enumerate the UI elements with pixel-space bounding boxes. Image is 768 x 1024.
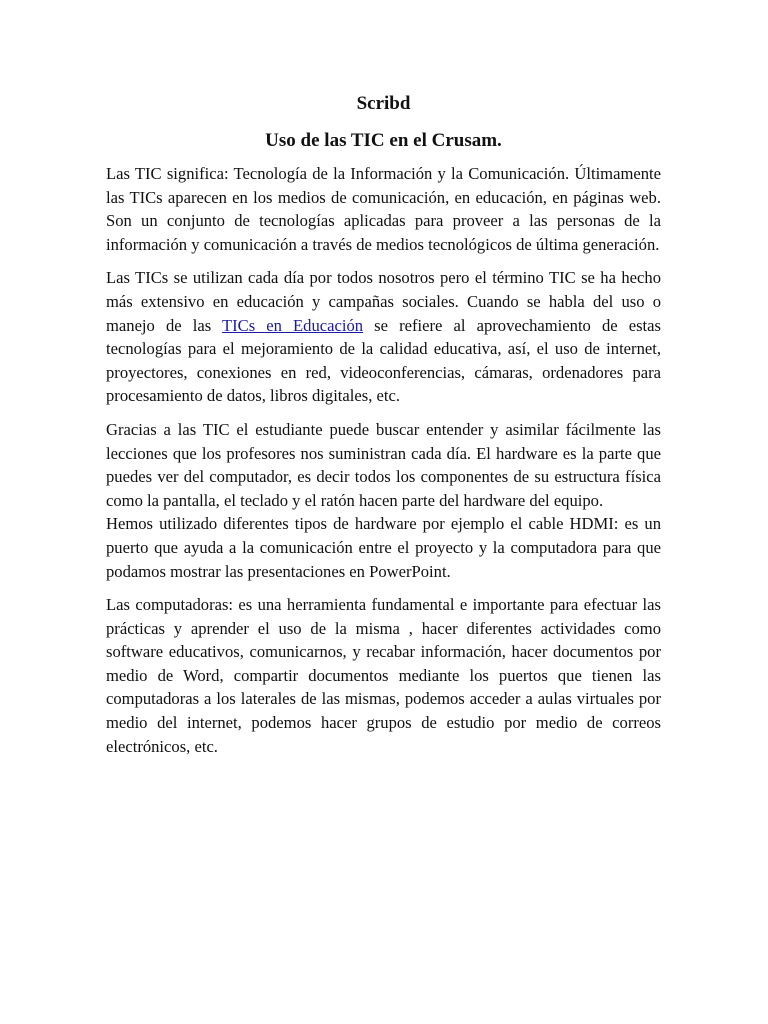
tics-en-educacion-link[interactable]: TICs en Educación <box>221 315 364 335</box>
paragraph-tics-usage <box>106 266 661 408</box>
site-title: Scribd <box>356 93 411 114</box>
document-content <box>106 90 661 768</box>
paragraph-tics-usage-start: Las TICs se utilizan cada día por todos nosotros pero el término TIC se ha hecho más extensivo en educación y campañas sociales. Cuando se habla del uso o manejo de las <box>106 268 661 335</box>
paragraph-intro: Las TIC significa: Tecnología de la Información y la Comunicación. Últimamente las TICs aparecen en los medios de comunicación, en educación, en páginas web. Son un conjunto de tecnologías aplicadas para proveer a las personas de la información y comunicación a través de medios tecnológicos de última generación. <box>106 164 661 254</box>
paragraph-hardware: Gracias a las TIC el estudiante puede buscar entender y asimilar fácilmente las lecciones que los profesores nos suministran cada día. El hardware es la parte que puedes ver del computador, es decir todos los componentes de su estructura física como la pantalla, el teclado y el ratón hacen parte del hardware del equipo. <box>106 419 661 510</box>
paragraph-tics-usage-end: se refiere al aprovechamiento de estas tecnologías para el mejoramiento de la calidad educativa, así, el uso de internet, proyectores, conexiones en red, videoconferencias, cámaras, ordenadores para procesamiento de datos, libros digitales, etc. <box>106 315 661 406</box>
paragraph-hdmi: Hemos utilizado diferentes tipos de hardware por ejemplo el cable HDMI: es un puerto que ayuda a la comunicación entre el proyecto y la computadora para que podamos mostrar las presentaciones en PowerPoint. <box>106 514 661 581</box>
paragraph-computadoras: Las computadoras: es una herramienta fundamental e importante para efectuar las prácticas y aprender el uso de la misma , hacer diferentes actividades como software educativos, comunicarnos, y recabar información, hacer documentos por medio de Word, compartir documentos mediante los puertos que tienen las computadoras a los laterales de las mismas, podemos acceder a aulas virtuales por medio del internet, podemos hacer grupos de estudio por medio de correos electrónicos, etc. <box>106 595 661 756</box>
document-title: Uso de las TIC en el Crusam. <box>265 130 502 151</box>
